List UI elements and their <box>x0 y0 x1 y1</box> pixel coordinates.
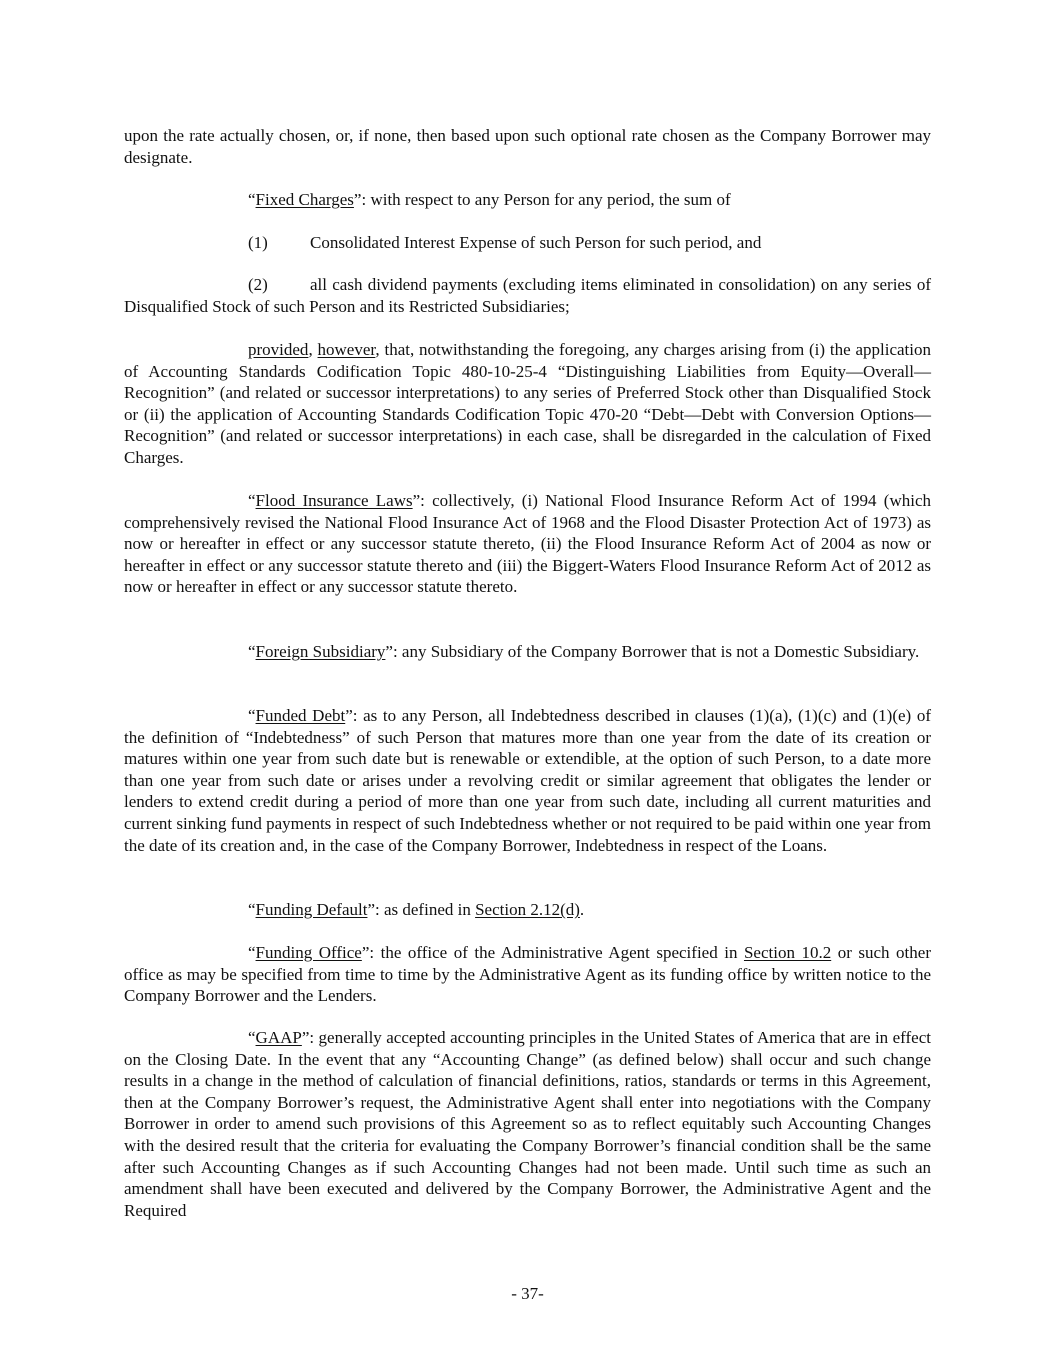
definition-foreign-subsidiary: “Foreign Subsidiary”: any Subsidiary of the Company Borrower that is not a Domestic Subsidiary. <box>248 642 920 661</box>
definition-funding-office: “Funding Office”: the office of the Administrative Agent specified in Section 10.2 or such other office as may be specified from time to time by the Administrative Agent as its funding office by written notice to the Company Borrower and the Lenders. <box>124 943 931 1006</box>
defined-term: Fixed Charges <box>255 190 354 209</box>
definition-fixed-charges: “Fixed Charges”: with respect to any Person for any period, the sum of <box>248 190 731 209</box>
defined-term: Flood Insurance Laws <box>255 491 413 510</box>
list-item-2 <box>124 274 931 317</box>
list-number: (1) <box>248 233 268 252</box>
page-number: - 37- <box>511 1284 544 1303</box>
defined-term: Funding Office <box>255 943 362 962</box>
proviso-word: provided <box>248 340 309 359</box>
definition-funded-debt: “Funded Debt”: as to any Person, all Indebtedness described in clauses (1)(a), (1)(c) and (1)(e) of the definition of “Indebtedness” of such Person that matures more than one year from the date of its creation or matures within one year from such date but is renewable or extendible, at the option of such Person, to a date more than one year from such date or arises under a revolving credit or similar agreement that obligates the lender or lenders to extend credit during a period of more than one year from such date, including all current maturities and current sinking fund payments in respect of such Indebtedness whether or not required to be paid within one year from the date of its creation and, in the case of the Company Borrower, Indebtedness in respect of the Loans. <box>124 706 932 855</box>
proviso-word: however <box>317 340 376 359</box>
defined-term: Funding Default <box>255 900 368 919</box>
list-item-1 <box>124 232 1055 254</box>
list-text: Consolidated Interest Expense of such Person for such period, and <box>310 233 762 252</box>
defined-term: Foreign Subsidiary <box>255 642 386 661</box>
paragraph-proviso: provided, however, that, notwithstanding the foregoing, any charges arising from (i) the application of Accounting Standards Codification Topic 480-10-25-4 “Distinguishing Liabilities from Equity—Overall—Recognition” (and related or successor interpretations) to any series of Preferred Stock other than Disqualified Stock or (ii) the application of Accounting Standards Codification Topic 470-20 “Debt—Debt with Conversion Options—Recognition” (and related or successor interpretations) in each case, shall be disregarded in the calculation of Fixed Charges. <box>124 340 932 467</box>
definition-gaap: “GAAP”: generally accepted accounting principles in the United States of America that are in effect on the Closing Date. In the event that any “Accounting Change” (as defined below) shall occur and such change results in a change in the method of calculation of financial definitions, ratios, standards or terms in this Agreement, then at the Company Borrower’s request, the Administrative Agent shall enter into negotiations with the Company Borrower in order to amend such provisions of this Agreement so as to reflect equitably such Accounting Changes with the desired result that the criteria for evaluating the Company Borrower’s financial condition shall be the same after such Accounting Changes as if such Accounting Changes had not been made. Until such time as such an amendment shall have been executed and delivered by the Company Borrower, the Administrative Agent and the Required <box>124 1028 931 1220</box>
section-reference: Section 10.2 <box>743 943 832 962</box>
list-text: all cash dividend payments (excluding items eliminated in consolidation) on any series of Disqualified Stock of such Person and its Restricted Subsidiaries; <box>124 275 931 316</box>
list-number: (2) <box>248 275 268 294</box>
section-reference: Section 2.12(d) <box>475 900 580 919</box>
definition-funding-default: “Funding Default”: as defined in Section 2.12(d). <box>248 900 585 919</box>
defined-term: Funded Debt <box>255 706 346 725</box>
definition-flood-insurance-laws: “Flood Insurance Laws”: collectively, (i) National Flood Insurance Reform Act of 1994 (which comprehensively revised the National Flood Insurance Act of 1968 and the Flood Disaster Protection Act of 1973) as now or hereafter in effect or any successor statute thereto, (ii) the Flood Insurance Reform Act of 2004 as now or hereafter in effect or any successor statute thereto and (iii) the Biggert-Waters Flood Insurance Reform Act of 2012 as now or hereafter in effect or any successor statute thereto. <box>124 491 931 597</box>
defined-term: GAAP <box>255 1028 302 1047</box>
paragraph-continuation: upon the rate actually chosen, or, if none, then based upon such optional rate chosen as the Company Borrower may designate. <box>124 126 931 167</box>
